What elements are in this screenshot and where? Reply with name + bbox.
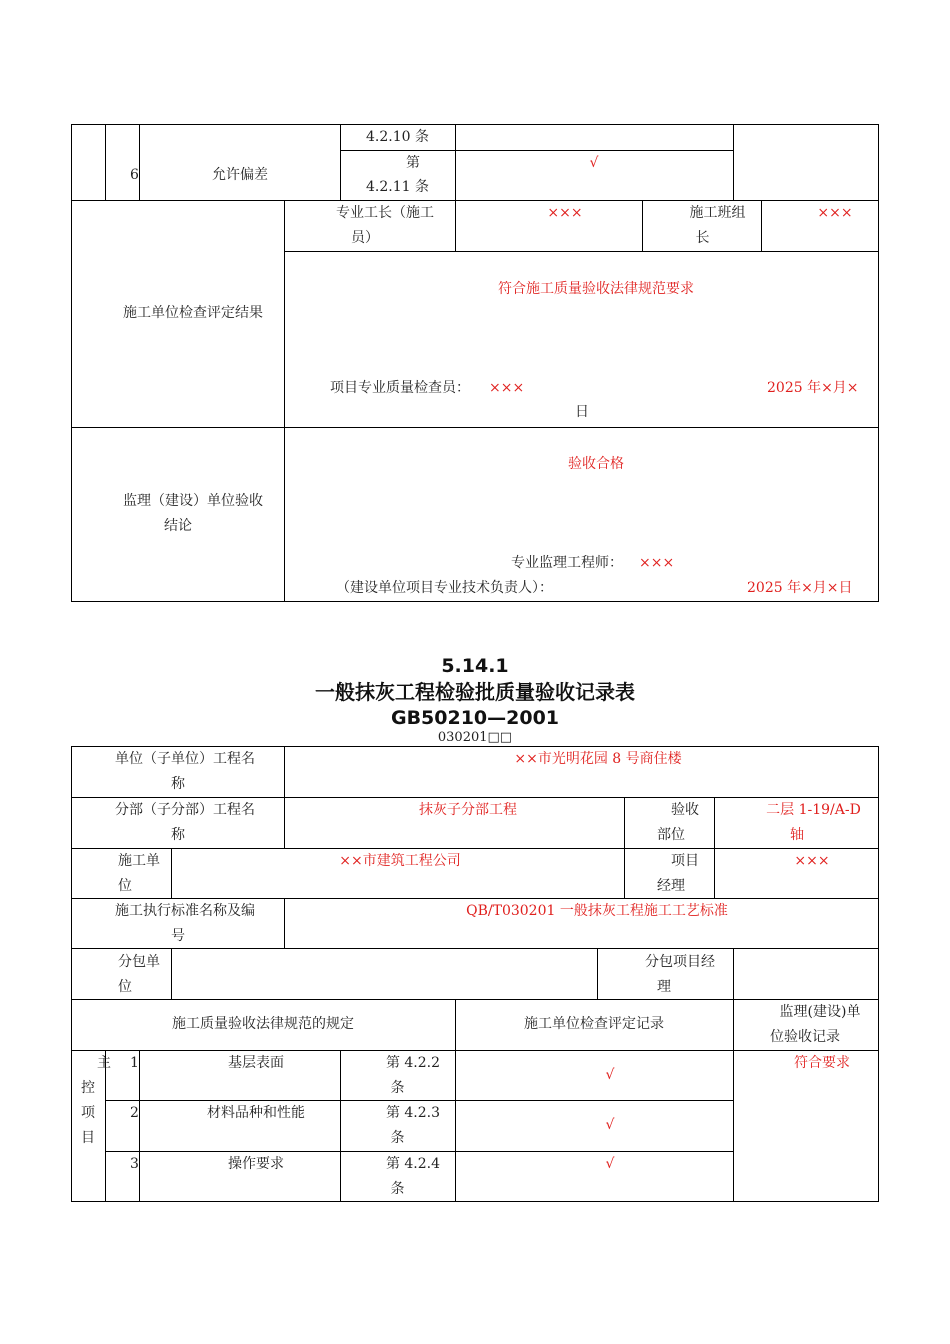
foreman-label-1: 专业工长（施工 [336, 205, 434, 221]
check-mark: √ [605, 1067, 615, 1083]
check-mark: √ [605, 1156, 615, 1172]
section-number: 5.14.1 [441, 655, 509, 677]
header-supervision-2: 位验收记录 [770, 1029, 840, 1045]
item-name: 操作要求 [228, 1156, 284, 1172]
team-leader-value: ××× [817, 205, 853, 221]
item-name: 基层表面 [228, 1055, 284, 1071]
clause-line-2: 4.2.11 条 [366, 179, 429, 195]
unit-project-label-2: 称 [171, 776, 185, 792]
check-mark: √ [605, 1117, 615, 1133]
main-control-label-2: 控 [81, 1080, 95, 1096]
foreman-value: ××× [547, 205, 583, 221]
foreman-label-2: 员） [351, 230, 379, 246]
acceptance-part-value-1: 二层 1-19/A-D [766, 802, 861, 818]
standard-code: GB50210—2001 [390, 707, 560, 729]
clause-line-2: 条 [390, 1080, 405, 1096]
date-line-1: 2025 年×月× [767, 380, 859, 396]
standard-label-2: 号 [171, 928, 185, 944]
date-line-2: 日 [575, 404, 589, 420]
team-leader-label-1: 施工班组 [689, 205, 746, 221]
main-control-label-4: 目 [81, 1130, 95, 1146]
project-manager-label-2: 经理 [657, 878, 685, 894]
acceptance-part-label-1: 验收 [671, 802, 699, 818]
clause-line-1: 第 4.2.3 [385, 1105, 441, 1121]
standard-value: QB/T030201 一般抹灰工程施工工艺标准 [466, 903, 728, 919]
supervision-conclusion: 验收合格 [568, 456, 624, 472]
construction-result-label: 施工单位检查评定结果 [123, 305, 263, 321]
acceptance-part-value-2: 轴 [790, 827, 804, 843]
subcontractor-label-1: 分包单 [118, 954, 160, 970]
row-number: 1 [130, 1055, 139, 1071]
team-leader-label-2: 长 [695, 230, 710, 246]
construction-conclusion: 符合施工质量验收法律规范要求 [498, 281, 694, 297]
sub-project-label-2: 称 [171, 827, 185, 843]
clause-line-1: 第 [406, 155, 420, 171]
unit-project-value: ××市光明花园 8 号商住楼 [514, 751, 682, 767]
project-manager-label-1: 项目 [671, 853, 699, 869]
clause-line-2: 条 [390, 1130, 405, 1146]
row-number: 2 [130, 1105, 139, 1121]
form-title: 一般抹灰工程检验批质量验收记录表 [315, 680, 635, 704]
sub-project-value: 抹灰子分部工程 [419, 802, 517, 818]
sub-project-label-1: 分部（子分部）工程名 [115, 802, 255, 818]
supervision-date: 2025 年×月×日 [747, 580, 853, 596]
supervision-result: 符合要求 [794, 1055, 850, 1071]
header-spec: 施工质量验收法律规范的规定 [172, 1016, 354, 1032]
main-control-label-1: 主 [97, 1055, 111, 1071]
item-name: 材料品种和性能 [207, 1105, 305, 1121]
engineer-label: 专业监理工程师： [511, 555, 623, 571]
supervision-label-1: 监理（建设）单位验收 [123, 493, 263, 509]
header-record: 施工单位检查评定记录 [524, 1016, 664, 1032]
inspector-label: 项目专业质量检查员： [330, 380, 470, 396]
inspector-value: ××× [489, 380, 525, 396]
check-mark: √ [589, 155, 599, 171]
header-supervision-1: 监理(建设)单 [779, 1004, 861, 1020]
clause-4-2-10: 4.2.10 条 [366, 129, 429, 145]
clause-line-1: 第 4.2.4 [385, 1156, 441, 1172]
owner-label: （建设单位项目专业技术负责人）： [336, 580, 553, 596]
main-control-label-3: 项 [81, 1105, 95, 1121]
engineer-value: ××× [639, 555, 675, 571]
contractor-label-2: 位 [118, 878, 132, 894]
item-name: 允许偏差 [212, 167, 268, 183]
sub-pm-label-2: 理 [657, 979, 671, 995]
contractor-value: ××市建筑工程公司 [339, 853, 461, 869]
subcontractor-label-2: 位 [118, 979, 132, 995]
row-number: 3 [130, 1156, 139, 1172]
clause-line-2: 条 [390, 1181, 405, 1197]
form-code: 030201□□ [437, 730, 513, 745]
standard-label-1: 施工执行标准名称及编 [115, 903, 255, 919]
unit-project-label-1: 单位（子单位）工程名 [115, 751, 255, 767]
contractor-label-1: 施工单 [118, 853, 160, 869]
project-manager-value: ××× [794, 853, 830, 869]
supervision-label-2: 结论 [164, 518, 192, 534]
clause-line-1: 第 4.2.2 [385, 1055, 441, 1071]
sub-pm-label-1: 分包项目经 [645, 954, 715, 970]
row-number: 6 [130, 167, 139, 183]
acceptance-part-label-2: 部位 [657, 827, 685, 843]
